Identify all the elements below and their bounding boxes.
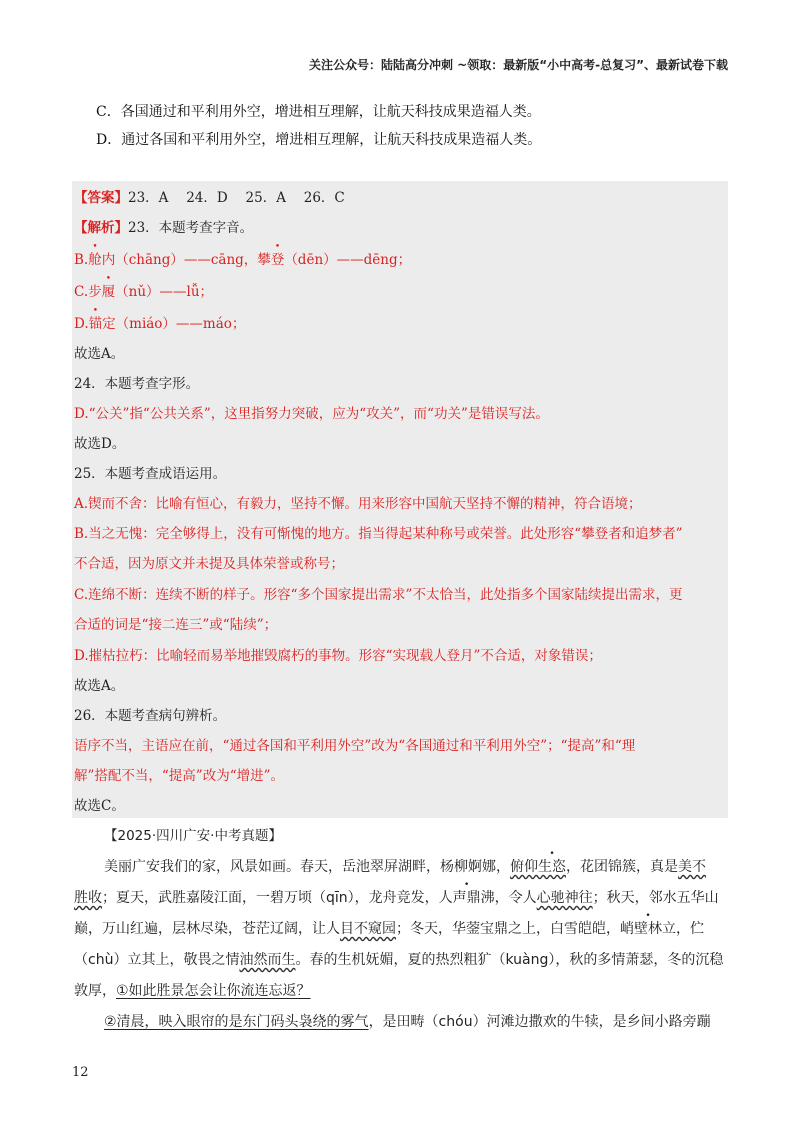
q26-1: 语序不当，主语应在前，“通过各国和平利用外空”改为“各国通过和平利用外空”；“提高”和“理 [74,738,636,754]
text-part: D. [74,316,89,332]
text-part: 美丽广安我们的家，风景如画。春天，岳池翠屏湖畔，杨柳婀娜， [104,859,510,875]
wavy-phrase: 美不 [678,859,706,875]
answer-line [74,188,345,208]
pick-c: 故选C。 [74,798,125,814]
passage-line-2 [74,887,719,909]
dotted-phrase: 生恣 [538,859,566,875]
text-part: ，令人 [494,890,537,906]
text-part: 内（chāng）——cāng，攀 [101,252,271,268]
passage-line-4 [74,949,723,971]
text-part: ；秋天，邻水五华山 [592,890,719,906]
underlined-sentence-1: ①如此胜景怎会让你流连忘返？ [116,983,311,999]
q25-d: D.摧枯拉朽：比喻轻而易举地摧毁腐朽的事物。形容“实现载人登月”不合适，对象错误； [74,648,602,664]
q24-heading: 24．本题考查字形。 [74,376,200,392]
answer-text: 23．A 24．D 25．A 26．C [128,190,345,206]
q24-d: D.“公关”指“公共关系”，这里指努力突破，应为“攻关”，而“功关”是错误写法。 [74,406,549,422]
page-header: 关注公众号：陆陆高分冲刺 ~领取：最新版“小中高考-总复习”、最新试卷下载 [309,58,728,72]
dotted-phrase: 峭壁林立 [620,921,676,937]
pick-a-2: 故选A。 [74,678,125,694]
pick-a-1: 故选A。 [74,346,125,362]
text-part: （chù）立其上，敬畏之情 [74,952,240,968]
text-part: 。春的生机妩媚，夏的热烈粗犷（kuàng），秋的多情萧瑟，冬的沉稳 [295,952,724,968]
text-part: ，是田畴（chóu）河滩边撒欢的牛犊，是乡间小路旁蹦 [368,1014,711,1030]
analysis-23-heading: 23．本题考查字音。 [128,220,254,236]
q25-b-2: 不合适，因为原文并未提及具体荣誉或称号； [74,556,344,572]
page-number: 12 [72,1065,89,1080]
dotted-char: 舱 [88,252,102,268]
analysis-tag: 【解析】 [74,220,128,236]
dotted-char: 履 [101,284,116,300]
text-part: 巅，万山红遍，层林尽染，苍茫辽阔，让人 [74,921,340,937]
wavy-phrase [510,859,566,875]
q25-c-2: 合适的词是“接二连三”或“陆续”； [74,617,278,633]
text-part: （dēn）——dēng； [284,252,412,268]
dotted-char: 锚 [88,316,103,332]
option-d: D．通过各国和平利用外空，增进相互理解，让航天科技成果造福人类。 [96,132,542,148]
passage-line-1 [104,856,706,878]
q25-heading: 25．本题考查成语运用。 [74,466,227,482]
passage-line-3 [74,918,704,940]
dotted-char: 登 [270,252,285,268]
passage-line-5 [74,980,311,1002]
text-part: 俯仰 [510,859,538,875]
text-part: C.步 [74,284,102,300]
underlined-sentence-2: ②清晨，映入眼帘的是东门码头袅绕的雾气 [104,1014,369,1030]
analysis-23-d [74,314,245,334]
answer-tag: 【答案】 [74,190,128,206]
q25-c-1: C.连绵不断：连续不断的样子。形容“多个国家提出需求”不太恰当，此处指多个国家陆续提出需求，更 [74,587,683,603]
dotted-phrase: 人声鼎沸 [438,890,495,906]
pick-d: 故选D。 [74,436,126,452]
text-part: 敦厚， [74,983,116,999]
text-part: 定（miáo）——máo； [102,316,246,332]
wavy-phrase: 胜收 [74,890,102,906]
wavy-phrase: 油然而生 [239,952,296,968]
text-part: ，伫 [676,921,704,937]
wavy-phrase: 目不窥园 [340,921,396,937]
text-part: ，花团锦簇，真是 [566,859,678,875]
option-c: C．各国通过和平利用外空，增进相互理解，让航天科技成果造福人类。 [96,104,541,120]
text-part: B. [74,252,89,268]
q26-2: 解”搭配不当，“提高”改为“增进”。 [74,768,285,784]
q25-a: A.锲而不舍：比喻有恒心，有毅力，坚持不懈。用来形容中国航天坚持不懈的精神，符合语境； [74,496,642,512]
passage-line-6 [104,1011,711,1033]
analysis-23-b [74,250,411,270]
text-part: ；冬天，华蓥宝鼎之上，白雪皑皑， [396,921,620,937]
q26-heading: 26．本题考查病句辨析。 [74,708,227,724]
wavy-phrase: 心驰神往 [536,890,593,906]
text-part: ；夏天，武胜嘉陵江面，一碧万顷（qīn），龙舟竞发， [102,890,439,906]
text-part: （nǔ）——lǚ； [115,284,214,300]
passage-source: 【2025·四川广安·中考真题】 [104,828,282,844]
analysis-line [74,218,253,238]
q25-b-1: B.当之无愧：完全够得上，没有可惭愧的地方。指当得起某种称号或荣誉。此处形容“攀登者和追梦者” [74,526,683,542]
analysis-23-c [74,282,213,302]
